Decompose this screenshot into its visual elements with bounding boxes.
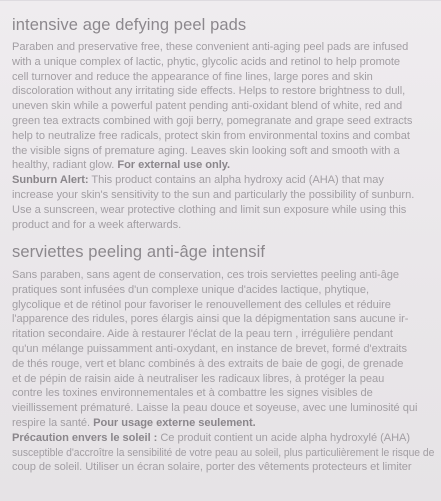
- english-line: discoloration without any irritating side effects. Helps to restore brightness to dull,: [12, 85, 406, 98]
- french-last-line-text: respire la santé.: [12, 416, 94, 429]
- french-alert-line: coup de soleil. Utiliser un écran solaire, porter des vêtements protecteurs et limiter: [12, 461, 412, 474]
- english-line: green tea extracts combined with goji berry, pomegranate and grape seed extracts: [12, 114, 413, 127]
- english-last-line-text: healthy, radiant glow.: [12, 159, 118, 172]
- french-line: et de pépin de raisin aide à neutraliser les radicaux libres, à protéger la peau: [12, 372, 385, 385]
- french-line: vieillissement prématuré. Laisse la peau douce et soyeuse, avec une luminosité qui: [12, 402, 418, 415]
- english-external-use: For external use only.: [117, 159, 231, 172]
- english-alert-line: Use a sunscreen, wear protective clothing and limit sun exposure while using this: [12, 203, 407, 216]
- french-alert-line: [12, 431, 432, 446]
- english-alert-text: This product contains an alpha hydroxy acid (AHA) that may: [88, 174, 384, 187]
- english-alert-line: increase your skin's sensitivity to the sun and particularly the possibility of sunburn.: [12, 188, 415, 201]
- english-description: [12, 40, 432, 232]
- french-line: ritation secondaire. Aide à restaurer l'éclat de la peau tern , irrégulière pendant: [12, 328, 393, 341]
- english-title: intensive age defying peel pads: [12, 16, 247, 34]
- english-alert-label: Sunburn Alert:: [12, 174, 89, 187]
- english-section: [12, 15, 432, 232]
- french-description: [12, 268, 435, 475]
- french-line: Sans paraben, sans agent de conservation, ces trois serviettes peeling anti-âge: [12, 269, 400, 281]
- french-alert-line: susceptible d'accroître la sensibilité de votre peau au soleil, plus particulièrement le risque de: [12, 446, 435, 459]
- english-line: cell turnover and reduce the appearance of fine lines, large pores and skin: [12, 70, 373, 83]
- french-line: de thés rouge, vert et blanc combinés à des extraits de baie de gogi, de grenade: [12, 357, 404, 370]
- english-line: uneven skin while a powerful patent pending anti-oxidant blend of white, red and: [12, 100, 403, 113]
- french-alert-text: Ce produit contient un acide alpha hydroxylé (AHA): [157, 431, 411, 444]
- french-alert-label: Précaution envers le soleil :: [12, 431, 158, 444]
- french-line: l'apparence des ridules, pores élargis ainsi que la dépigmentation sans aucune ir-: [12, 313, 409, 326]
- english-line: the visible signs of premature aging. Leaves skin looking soft and smooth with a: [12, 144, 400, 157]
- french-line: contre les toxines environnementales et à combattre les signes visibles de: [12, 387, 373, 400]
- english-line: [12, 158, 432, 173]
- english-alert-line: [12, 173, 432, 188]
- french-title: serviettes peeling anti-âge intensif: [12, 243, 266, 261]
- french-line: glycolique et de rétinol pour favoriser le renouvellement des cellules et réduire: [12, 298, 391, 311]
- french-section: [12, 242, 435, 475]
- english-line: with a unique complex of lactic, phytic, glycolic acids and retinol to help promote: [12, 55, 401, 68]
- english-alert-line: product and for a week afterwards.: [12, 218, 182, 231]
- french-line: pratiques sont infusées d'un complexe unique d'acides lactique, phytique,: [12, 283, 370, 296]
- english-line: Paraben and preservative free, these convenient anti-aging peel pads are infused: [12, 41, 409, 53]
- french-external-use: Pour usage externe seulement.: [93, 416, 256, 429]
- english-line: help to neutralize free radicals, protect skin from environmental toxins and combat: [12, 129, 410, 142]
- french-line: qu'un mélange puissamment anti-oxydant, en instance de brevet, formé d'extraits: [12, 342, 407, 355]
- french-line: [12, 416, 432, 431]
